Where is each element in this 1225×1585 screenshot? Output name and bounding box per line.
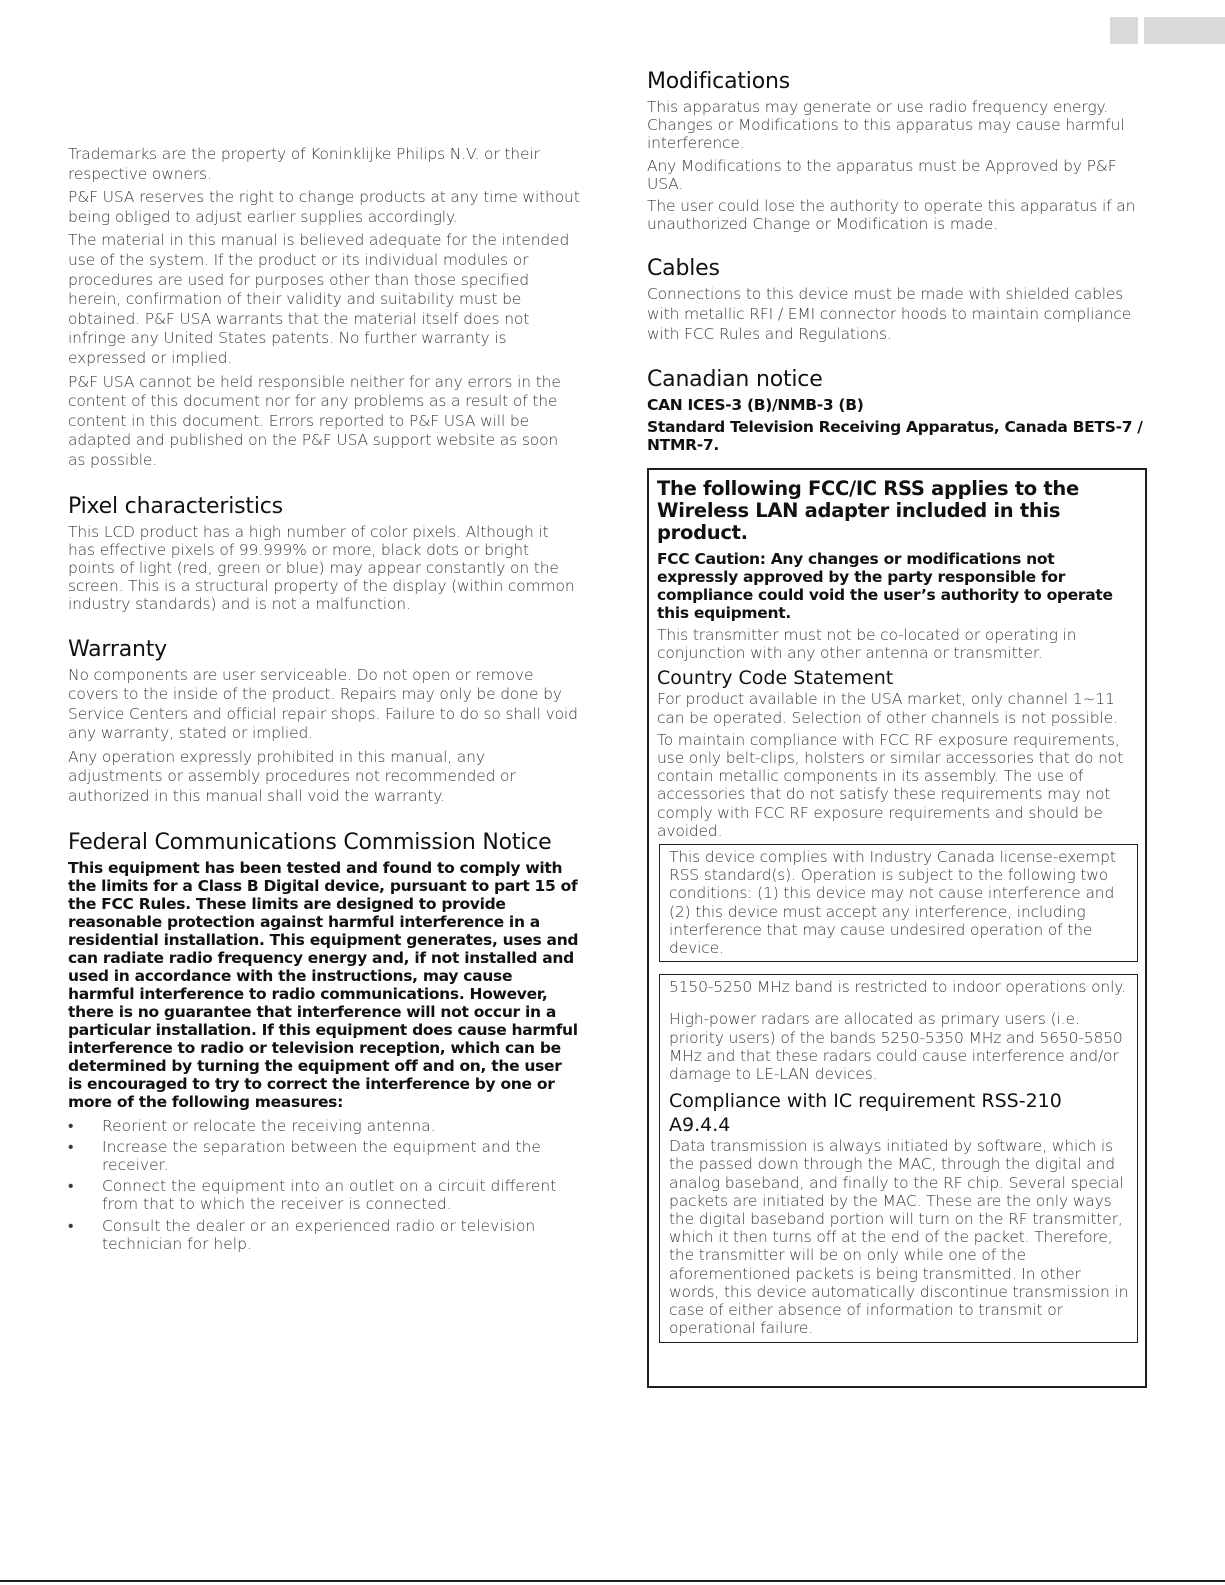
fcc-measures-list	[68, 1117, 580, 1253]
country-code-heading: Country Code Statement	[657, 667, 894, 690]
bets-line: Standard Television Receiving Apparatus, Canada BETS-7 / NTMR-7.	[647, 418, 1143, 455]
pixel-heading: Pixel characteristics	[68, 493, 283, 519]
fcc-heading: Federal Communications Commission Notice	[68, 829, 552, 855]
radar-paragraph: High-power radars are allocated as primary users (i.e. priority users) of the bands 5250-5350 MHz and 5650-5850 MHz and that these radars could cause interference and/or damage to LE-LAN devices.	[669, 1010, 1123, 1084]
change-rights-paragraph: P&F USA reserves the right to change products at any time without being obliged to adjust earlier supplies accordingly.	[68, 188, 580, 226]
left-column	[68, 145, 580, 1256]
responsibility-paragraph: P&F USA cannot be held responsible neither for any errors in the content of this document nor for any problems as a result of the content in this document. Errors reported to P&F USA will be adapted and published on the P&F USA support website as soon as possible.	[68, 372, 561, 469]
section-tab-marker	[1144, 17, 1225, 44]
list-item: • Increase the separation between the equipment and the receiver.	[68, 1137, 541, 1175]
band-restriction-text: 5150-5250 MHz band is restricted to indoor operations only.	[669, 978, 1126, 997]
channel-paragraph: For product available in the USA market, only channel 1~11 can be operated. Selection of other channels is not possible.	[657, 690, 1118, 727]
bullet-icon: •	[68, 1137, 74, 1156]
pixel-paragraph: This LCD product has a high number of color pixels. Although it has effective pixels of 99.999% or more, black dots or bright points of light (red, green or blue) may appear constantly on the screen. This is a structural property of the display (within common industry standards) and is not a malfunction.	[68, 522, 575, 614]
transmitter-paragraph: This transmitter must not be co-located or operating in conjunction with any other antenna or transmitter.	[657, 626, 1077, 663]
bullet-icon: •	[68, 1216, 74, 1235]
band-restriction-box	[659, 974, 1138, 1342]
wireless-lan-title: The following FCC/IC RSS applies to the Wireless LAN adapter included in this product.	[657, 477, 1079, 544]
cables-heading: Cables	[647, 256, 720, 282]
canadian-notice-heading: Canadian notice	[647, 367, 823, 393]
bottom-rule	[0, 1580, 1225, 1582]
bullet-icon: •	[68, 1116, 74, 1135]
material-paragraph: The material in this manual is believed adequate for the intended use of the system. If the product or its individual modules or procedures are used for purposes other than those specified herein, confirmation of their validity and suitability must be obtained. P&F USA warrants that the material itself does not infringe any United States patents. No further warranty is expressed or implied.	[68, 231, 570, 367]
compliance-paragraph: Data transmission is always initiated by software, which is the passed down through the MAC, through the digital and analog baseband, and finally to the RF chip. Several special packets are initiated by the MAC. These are the only ways the digital baseband portion will turn on the RF transmitter, which it then turns off at the end of the packet. Therefore, the transmitter will be on only while one of the aforementioned packets is being transmitted. In other words, this device automatically discontinue transmission in case of either absence of information to transmit or operational failure.	[669, 1137, 1129, 1338]
warranty-paragraph: No components are user serviceable. Do not open or remove covers to the inside of the product. Repairs may only be done by Service Centers and official repair shops. Failure to do so shall void any warranty, stated or implied.	[68, 665, 578, 743]
fcc-caution-text: FCC Caution: Any changes or modifications not expressly approved by the party responsible for compliance could void the user’s authority to operate this equipment.	[657, 550, 1113, 622]
list-item: • Consult the dealer or an experienced radio or television technician for help.	[68, 1216, 536, 1253]
bullet-icon: •	[68, 1177, 74, 1196]
fcc-notice-text: This equipment has been tested and found to comply with the limits for a Class B Digital device, pursuant to part 15 of the FCC Rules. These limits are designed to provide reasonable protection against harmful interference in a residential installation. This equipment generates, uses and can radiate radio frequency energy and, if not installed and used in accordance with the instructions, may cause harmful interference to radio communications. However, there is no guarantee that interference will not occur in a particular installation. If this equipment does cause harmful interference to radio or television reception, which can be determined by turning the equipment off and on, the user is encouraged to try to correct the interference by one or more of the following measures:	[68, 858, 579, 1111]
modifications-authority-paragraph: The user could lose the authority to operate this apparatus if an unauthorized Change or Modification is made.	[647, 197, 1136, 234]
can-ices-line: CAN ICES-3 (B)/NMB-3 (B)	[647, 396, 864, 415]
trademark-paragraph: Trademarks are the property of Koninklijke Philips N.V. or their respective owners.	[68, 145, 540, 183]
wireless-lan-notice-box	[647, 468, 1147, 1388]
modifications-heading: Modifications	[647, 69, 790, 94]
page-tab-marker	[1110, 17, 1138, 44]
rf-exposure-paragraph: To maintain compliance with FCC RF exposure requirements, use only belt-clips, holsters or similar accessories that do not contain metallic components in its assembly. The use of accessories that do not satisfy these requirements may not comply with FCC RF exposure requirements and should be avoided.	[657, 730, 1124, 840]
right-column	[647, 68, 1157, 458]
warranty-heading: Warranty	[68, 636, 168, 662]
cables-paragraph: Connections to this device must be made with shielded cables with metallic RFI / EMI connector hoods to maintain compliance with FCC Rules and Regulations.	[647, 285, 1132, 343]
list-item: • Connect the equipment into an outlet on a circuit different from that to which the receiver is connected.	[68, 1177, 557, 1214]
warranty-void-paragraph: Any operation expressly prohibited in this manual, any adjustments or assembly procedures not recommended or authorized in this manual shall void the warranty.	[68, 747, 516, 806]
list-item: • Reorient or relocate the receiving antenna.	[68, 1116, 436, 1135]
industry-canada-box	[659, 844, 1138, 962]
compliance-heading: Compliance with IC requirement RSS-210 A9.4.4	[669, 1090, 1062, 1137]
industry-canada-statement: This device complies with Industry Canada license-exempt RSS standard(s). Operation is subject to the following two conditions: (1) this device may not cause interference and (2) this device must accept any interference, including interference that may cause undesired operation of the device.	[669, 848, 1116, 958]
modifications-paragraph: This apparatus may generate or use radio frequency energy. Changes or Modifications to this apparatus may cause harmful interference.	[647, 98, 1125, 153]
modifications-approval-paragraph: Any Modifications to the apparatus must be Approved by P&F USA.	[647, 156, 1117, 193]
